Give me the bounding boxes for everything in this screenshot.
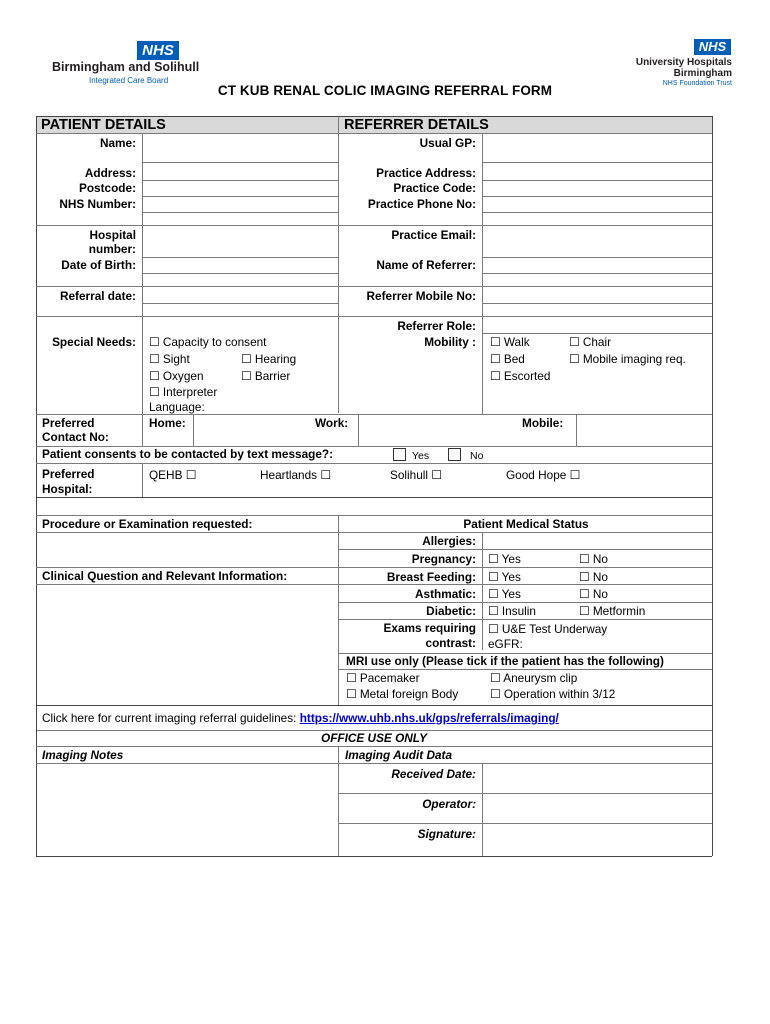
line-bf [338,584,712,585]
line-mri-head [338,669,712,670]
need-oxygen-checkbox[interactable]: ☐ Oxygen [149,369,204,383]
label-hospital-2: number: [88,242,136,256]
imaging-audit-label: Imaging Audit Data [345,748,453,762]
practice-address-field[interactable] [484,163,710,179]
referrer-role-field[interactable] [484,317,710,332]
consent-yes-checkbox[interactable] [393,448,406,461]
nhs-number-field[interactable] [144,197,336,211]
frame4-left [36,730,37,856]
consent-question: Patient consents to be contacted by text message?: [42,447,334,461]
signature-field[interactable] [484,824,710,854]
breastfeeding-yes-checkbox[interactable]: ☐ Yes [488,570,521,584]
referrer-mobile-field[interactable] [484,287,710,302]
hospital-good-hope-checkbox[interactable]: Good Hope ☐ [506,468,581,482]
label-name-of-referrer: Name of Referrer: [376,258,476,272]
line-pregnancy [338,567,712,568]
nhs-logo-left: NHS [137,41,179,60]
line-diabetic [338,619,712,620]
label-referral-date: Referral date: [59,289,136,303]
v-hosp-label [142,463,143,497]
medical-status-heading: Patient Medical Status [463,517,589,531]
guidelines-link[interactable]: https://www.uhb.nhs.uk/gps/referrals/imaging/ [299,711,559,725]
v-mobile [576,414,577,446]
label-nhs-number: NHS Number: [59,197,136,211]
label-work: Work: [315,416,349,430]
need-hearing-checkbox[interactable]: ☐ Hearing [241,352,297,366]
practice-code-field[interactable] [484,181,710,195]
mri-heading: MRI use only (Please tick if the patient has the following) [346,654,664,668]
usual-gp-field[interactable] [484,134,710,161]
label-allergies: Allergies: [422,534,476,548]
line-consent [36,463,712,464]
office-use-heading: OFFICE USE ONLY [321,731,427,745]
diabetic-metformin-checkbox[interactable]: ☐ Metformin [579,604,646,618]
label-mobile: Mobile: [522,416,564,430]
home-phone-field[interactable] [195,415,305,445]
icb-name: Birmingham and Solihull [52,60,200,74]
pregnancy-no-checkbox[interactable]: ☐ No [579,552,608,566]
imaging-notes-field[interactable] [38,764,336,854]
uhb-name-line2: Birmingham [673,68,732,79]
label-referrer-role: Referrer Role: [397,319,476,333]
hospital-number-field[interactable] [144,226,336,256]
need-sight-checkbox[interactable]: ☐ Sight [149,352,190,366]
mobility-escorted-checkbox[interactable]: ☐ Escorted [490,369,551,383]
frame2-right [712,497,713,705]
work-phone-field[interactable] [360,415,510,445]
referrer-name-field[interactable] [484,258,710,272]
uhb-name-line1: University Hospitals [635,57,732,68]
consent-no-label: No [470,450,484,462]
clinical-question-field[interactable] [38,585,336,653]
label-referrer-mobile: Referrer Mobile No: [366,289,476,303]
label-exams-2: contrast: [425,636,476,650]
breastfeeding-no-checkbox[interactable]: ☐ No [579,570,608,584]
postcode-field[interactable] [144,181,336,195]
line-nhs [142,212,338,213]
guidelines-label: Click here for current imaging referral guidelines: [42,711,297,725]
label-name: Name: [99,136,136,150]
hospital-heartlands-checkbox[interactable]: Heartlands ☐ [260,468,331,482]
mobility-walk-checkbox[interactable]: ☐ Walk [490,335,530,349]
label-postcode: Postcode: [78,181,136,195]
label-preferred-contact-1: Preferred [42,416,95,430]
mri-aneurysm-checkbox[interactable]: ☐ Aneurysm clip [490,671,578,685]
frame3-right [712,705,713,730]
label-operator: Operator: [422,797,476,811]
frame-right [712,116,713,497]
need-capacity-checkbox[interactable]: ☐ Capacity to consent [149,335,267,349]
hospital-solihull-checkbox[interactable]: Solihull ☐ [390,468,442,482]
referrer-details-heading: REFERRER DETAILS [344,117,489,133]
mri-pacemaker-checkbox[interactable]: ☐ Pacemaker [346,671,420,685]
procedure-requested-label: Procedure or Examination requested: [42,517,253,531]
label-dob: Date of Birth: [61,258,136,272]
name-field[interactable] [144,134,336,161]
label-address: Address: [84,166,136,180]
mobility-bed-checkbox[interactable]: ☐ Bed [490,352,525,366]
ue-test-checkbox[interactable]: ☐ U&E Test Underway [488,622,608,636]
line-role [482,333,712,334]
dob-field[interactable] [144,258,336,272]
label-mobility: Mobility : [424,335,476,349]
clinical-question-label: Clinical Question and Relevant Information: [42,569,288,583]
line-procedure-end [36,567,338,568]
imaging-notes-label: Imaging Notes [42,748,124,762]
label-practice-code: Practice Code: [393,181,476,195]
v-audit-label [482,763,483,856]
line-refmob [482,303,712,304]
label-preferred-hospital-2: Hospital: [42,482,93,496]
v-mri-left [338,653,339,705]
label-diabetic: Diabetic: [426,604,476,618]
line-office-head [36,746,712,747]
line-sec2-end [36,705,712,706]
line-prphone [482,212,712,213]
frame3-left [36,705,37,730]
label-practice-email: Practice Email: [391,228,476,242]
procedure-field[interactable] [38,533,336,566]
guidelines-text [42,711,559,725]
need-interpreter-checkbox[interactable]: ☐ Interpreter [149,385,218,399]
frame-bottom [36,856,712,857]
line-sec2-top [36,515,712,516]
line-allergies [338,549,712,550]
practice-email-field[interactable] [484,226,710,256]
mobility-mobile-imaging-checkbox[interactable]: ☐ Mobile imaging req. [569,352,686,366]
line-refname [482,273,712,274]
frame-bottom-1 [36,497,712,498]
allergies-field[interactable] [484,533,710,548]
mobility-chair-checkbox[interactable]: ☐ Chair [569,335,612,349]
asthmatic-yes-checkbox[interactable]: ☐ Yes [488,587,521,601]
label-special-needs: Special Needs: [52,335,136,349]
label-preferred-hospital-1: Preferred [42,467,95,481]
line-refdate [142,303,338,304]
label-usual-gp: Usual GP: [419,136,476,150]
label-language: Language: [149,400,205,414]
line-asthma [338,602,712,603]
diabetic-insulin-checkbox[interactable]: ☐ Insulin [488,604,536,618]
label-asthmatic: Asthmatic: [415,587,476,601]
label-preferred-contact-2: Contact No: [42,430,109,444]
operator-field[interactable] [484,794,710,822]
label-signature: Signature: [417,827,476,841]
nhs-logo-right: NHS [694,39,731,55]
label-exams-1: Exams requiring [383,621,476,635]
frame-top [36,116,712,117]
address-field[interactable] [144,163,336,179]
frame4-right [712,730,713,856]
label-hospital-1: Hospital [89,228,136,242]
form-title: CT KUB RENAL COLIC IMAGING REFERRAL FORM [217,83,553,98]
hospital-qehb-checkbox[interactable]: QEHB ☐ [149,468,197,482]
consent-no-checkbox[interactable] [448,448,461,461]
label-breast-feeding: Breast Feeding: [386,570,476,584]
label-practice-phone: Practice Phone No: [367,197,476,211]
uhb-subtitle: NHS Foundation Trust [662,80,732,87]
label-egfr: eGFR: [488,637,523,651]
asthmatic-no-checkbox[interactable]: ☐ No [579,587,608,601]
v-work [358,414,359,446]
mri-operation-checkbox[interactable]: ☐ Operation within 3/12 [490,687,616,701]
label-pregnancy: Pregnancy: [411,552,476,566]
patient-details-heading: PATIENT DETAILS [41,117,166,133]
mri-metal-body-checkbox[interactable]: ☐ Metal foreign Body [346,687,459,701]
line-dob [142,273,338,274]
need-barrier-checkbox[interactable]: ☐ Barrier [241,369,291,383]
v-sec2-mid [338,515,339,655]
practice-phone-field[interactable] [484,197,710,211]
label-home: Home: [149,416,186,430]
pregnancy-yes-checkbox[interactable]: ☐ Yes [488,552,521,566]
referral-date-field[interactable] [144,287,336,302]
frame2-left [36,497,37,705]
mobile-phone-field[interactable] [578,415,710,445]
label-received-date: Received Date: [391,767,476,781]
received-date-field[interactable] [484,764,710,792]
label-practice-address: Practice Address: [376,166,476,180]
v-contact-label [142,414,143,446]
v-home [193,414,194,446]
icb-subtitle: Integrated Care Board [89,76,169,85]
consent-yes-label: Yes [412,450,430,462]
v-mid [338,116,339,413]
